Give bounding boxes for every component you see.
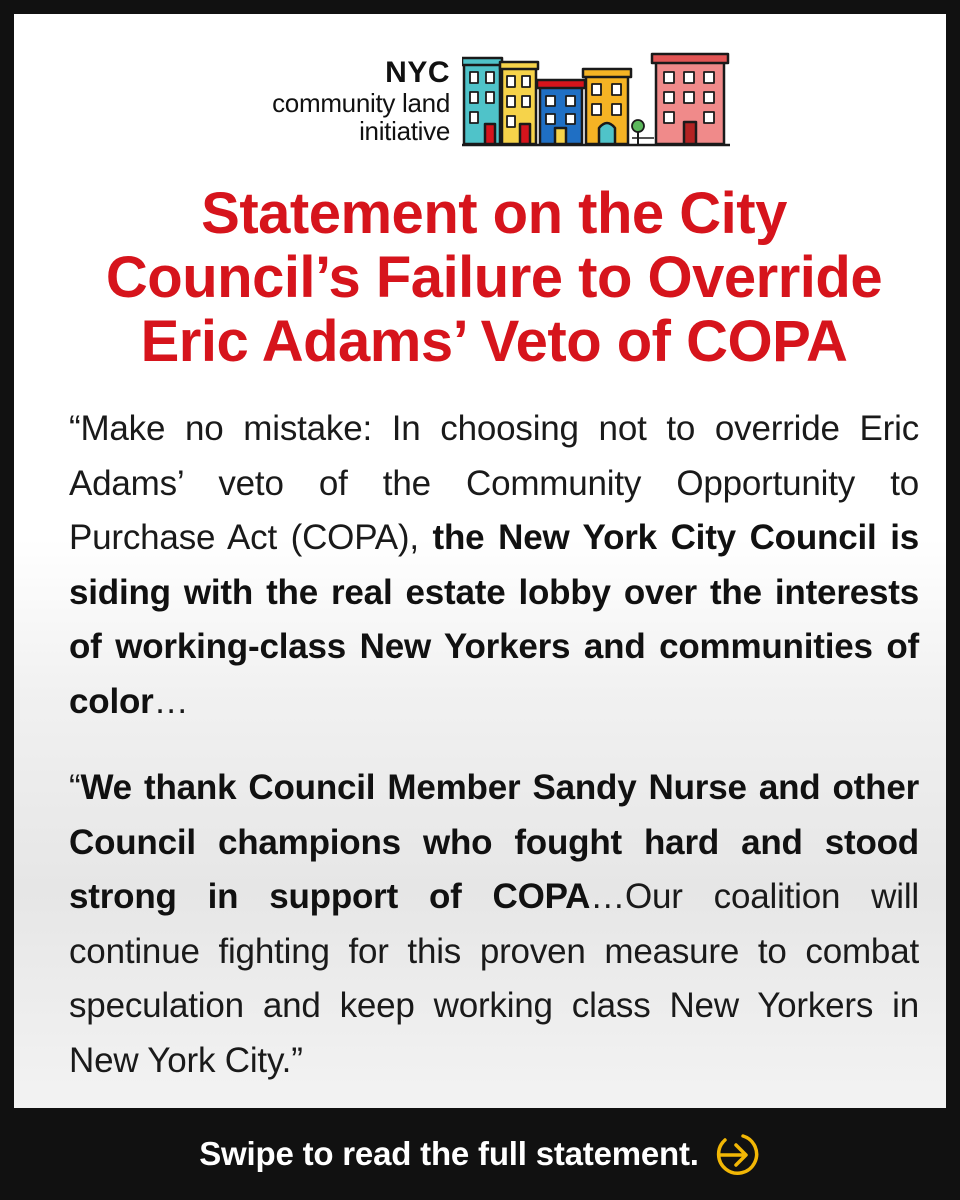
headline <box>54 182 934 374</box>
swipe-cta-bar[interactable] <box>0 1108 960 1200</box>
brand-wordmark <box>250 58 450 144</box>
brand-initiative: initiative <box>359 116 450 146</box>
quote1-text-ellipsis: … <box>153 681 189 721</box>
rowhouses-icon <box>462 52 730 152</box>
quote1-text-intro: “Make no mistake: In choosing not to override Eric Adams’ veto of the Community Opportunity to Purchase Act (COPA), <box>69 409 919 557</box>
quote1-text-bold: the New York City Council is siding with the real estate lobby over the interests of working-class New Yorkers and communities of color <box>69 518 919 721</box>
quote2-open-quote: “ <box>69 768 81 807</box>
quote-paragraph-1 <box>69 402 919 729</box>
brand-community-land: community land <box>272 88 450 118</box>
arrow-right-circle-icon <box>713 1130 761 1178</box>
headline-line-1: Statement on the City <box>201 181 787 246</box>
brand-logo <box>250 52 730 162</box>
quote2-text-bold: We thank Council Member Sandy Nurse and other Council champions who fought hard and stood strong in support of COPA <box>69 768 919 916</box>
headline-line-3: Eric Adams’ Veto of COPA <box>140 309 848 374</box>
statement-body <box>69 402 919 1088</box>
quote-paragraph-2 <box>69 761 919 1088</box>
swipe-cta-label: Swipe to read the full statement. <box>199 1135 699 1172</box>
headline-line-2: Council’s Failure to Override <box>105 245 883 310</box>
statement-card <box>14 14 946 1108</box>
brand-nyc: NYC <box>385 56 450 89</box>
quote2-text-rest: …Our coalition will continue fighting for this proven measure to combat speculation and keep working class New Yorkers in New York City.” <box>69 877 919 1080</box>
